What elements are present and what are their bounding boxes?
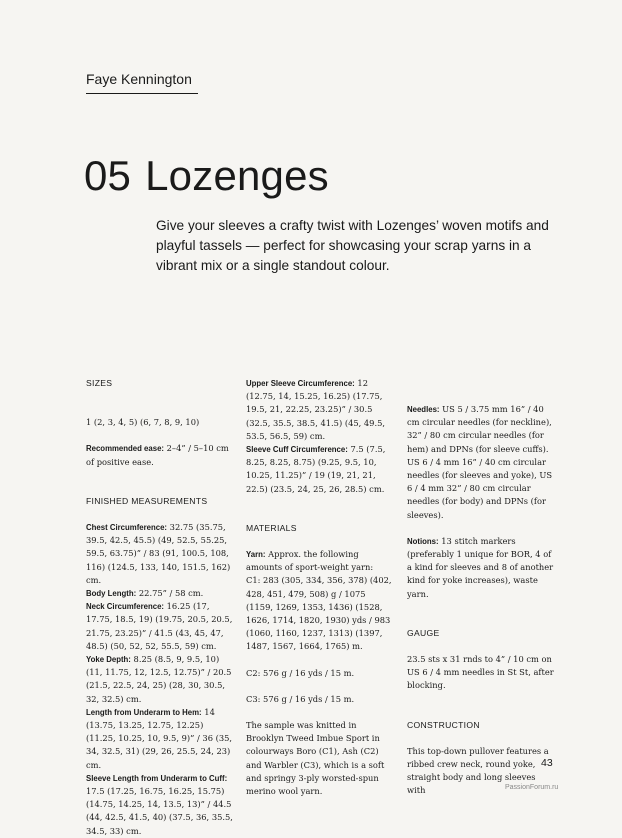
yarn-info — [246, 548, 394, 574]
yarn-value: Approx. the following amounts of sport-weight yarn: — [246, 549, 374, 573]
materials-heading: MATERIALS — [246, 522, 297, 533]
construction-heading: CONSTRUCTION — [407, 719, 480, 730]
sample-note: The sample was knitted in Brooklyn Tweed Imbue Sport in colourways Boro (C1), Ash (C2) and Warbler (C3), which is a soft and springy 3-ply worsted-spun merino wool yarn. — [246, 720, 385, 797]
sizes-list: 1 (2, 3, 4, 5) (6, 7, 8, 9, 10) — [86, 417, 200, 428]
measurement-value: 7.5 (7.5, 8.25, 8.25, 8.75) (9.25, 9.5, 10, 10.25, 11.25)” / 19 (19, 21, 21, 22.5) (23.5, 24, 25, 26, 28.5) cm. — [246, 444, 386, 494]
yarn-c1: C1: 283 (305, 334, 356, 378) (402, 428, 451, 479, 508) g / 1075 (1159, 1269, 1353, 1436) (1528, 1626, 1714, 1820, 1930) yds / 983 (1060, 1160, 1237, 1313) (1397, 1487, 1567, 1664, 1765) m. — [246, 575, 392, 652]
sizes-heading: SIZES — [86, 378, 113, 388]
pattern-name: Lozenges — [145, 152, 329, 199]
measurement-value: 32.75 (35.75, 39.5, 42.5, 45.5) (49, 52.5, 55.25, 59.5, 63.75)” / 83 (91, 100.5, 108, 116) (124.5, 133, 140, 151.5, 162) cm. — [86, 522, 231, 585]
measurement-value: 17.5 (17.25, 16.75, 16.25, 15.75) (14.75, 14.25, 14, 13.5, 13)” / 44.5 (44, 42.5, 41.5, 40) (37.5, 36, 35.5, 34.5, 33) cm. — [86, 786, 233, 836]
measurement-label: Upper Sleeve Circumference: — [246, 379, 355, 388]
intro-paragraph: Give your sleeves a crafty twist with Lozenges’ woven motifs and playful tassels — perfect for showcasing your scrap yarns in a vibrant mix or a single standout colour. — [156, 218, 549, 273]
yarn-c2: C2: 576 g / 16 yds / 15 m. — [246, 667, 355, 678]
column-1 — [86, 377, 234, 838]
finished-measurements-heading: FINISHED MEASUREMENTS — [86, 495, 208, 506]
measurement-label: Sleeve Cuff Circumference: — [246, 445, 348, 455]
notions-value: 13 stitch markers (preferably 1 unique for BOR, 4 of a kind for sleeves and 8 of another kind for yoke increases), waste yarn. — [407, 535, 554, 599]
column-3 — [407, 377, 555, 798]
page-title — [84, 152, 329, 200]
measurement-value: 12 (12.75, 14, 15.25, 16.25) (17.75, 19.5, 21, 22.25, 23.25)” / 30.5 (32.5, 35.5, 38.5, 41.5) (45, 49.5, 53.5, 56.5, 59) cm. — [246, 378, 386, 441]
measurement-item — [246, 443, 394, 496]
page-number: 43 — [541, 757, 553, 769]
yarn-c3: C3: 576 g / 16 yds / 15 m. — [246, 693, 355, 704]
measurement-value: 8.25 (8.5, 9, 9.5, 10) (11, 11.75, 12, 12.5, 12.75)” / 20.5 (21.5, 22.5, 24, 25) (28, 30, 30.5, 32, 32.5) cm. — [86, 654, 232, 704]
author-name: Faye Kennington — [86, 71, 192, 87]
measurement-label: Yoke Depth: — [86, 655, 131, 665]
yarn-label: Yarn: — [246, 550, 266, 560]
measurement-item — [86, 653, 234, 706]
needles-info — [407, 403, 555, 522]
measurement-item — [86, 772, 234, 838]
gauge-heading: GAUGE — [407, 627, 440, 638]
notions-label: Notions: — [407, 536, 439, 546]
ease-value: 2–4” / 5–10 cm of positive ease. — [86, 443, 229, 467]
construction-text: This top-down pullover features a ribbed crew neck, round yoke, straight body and long sleeves with — [407, 745, 549, 796]
measurement-label: Length from Underarm to Hem: — [86, 707, 202, 717]
column-2 — [246, 377, 394, 798]
measurement-value: 14 (13.75, 13.25, 12.75, 12.25) (11.25, 10.25, 10, 9.5, 9)” / 36 (35, 34, 32.5, 31) (29, 26, 25.5, 24, 23) cm. — [86, 706, 233, 770]
ease-label: Recommended ease: — [86, 444, 164, 454]
measurement-label: Body Length: — [86, 589, 137, 599]
measurement-label: Sleeve Length from Underarm to Cuff: — [86, 773, 228, 783]
pattern-number: 05 — [84, 152, 132, 199]
measurement-label: Chest Circumference: — [86, 523, 168, 533]
gauge-text: 23.5 sts x 31 rnds to 4” / 10 cm on US 6 / 4 mm needles in St St, after blocking. — [407, 654, 554, 691]
measurement-item — [86, 600, 234, 653]
recommended-ease — [86, 442, 234, 468]
watermark: PassionForum.ru — [505, 784, 559, 791]
measurement-item — [86, 521, 234, 587]
notions-info — [407, 535, 555, 601]
author-underline — [86, 93, 198, 94]
measurement-label: Neck Circumference: — [86, 602, 165, 612]
measurement-value: 22.75” / 58 cm. — [136, 588, 204, 599]
needles-label: Needles: — [407, 405, 440, 414]
measurement-item — [86, 587, 234, 600]
measurement-item — [246, 377, 394, 443]
needles-value: US 5 / 3.75 mm 16” / 40 cm circular needles (for neckline), 32” / 80 cm circular needles (for hem) and DPNs (for sleeve cuffs). US 6 / 4 mm 16” / 40 cm circular needles (for sleeves and yoke), US 6 / 4 mm 32” / 80 cm circular needles (for body) and DPNs (for sleeves). — [407, 404, 553, 520]
measurement-item — [86, 706, 234, 772]
measurement-value: 16.25 (17, 17.75, 18.5, 19) (19.75, 20.5, 20.5, 21.75, 23.25)” / 41.5 (43, 45, 47, 48.5) (50, 52, 52, 55.5, 59) cm. — [86, 601, 233, 651]
